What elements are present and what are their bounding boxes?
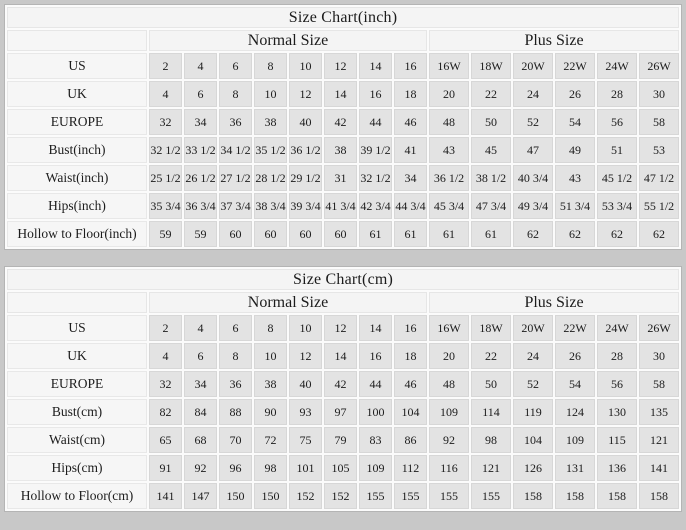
group-header-plus-size: Plus Size	[429, 30, 679, 51]
table-title: Size Chart(cm)	[7, 269, 679, 290]
size-value-cell: 10	[254, 343, 287, 369]
size-value-cell: 16	[394, 315, 427, 341]
size-value-cell: 20W	[513, 53, 553, 79]
size-value-cell: 36	[219, 371, 252, 397]
size-value-cell: 6	[219, 53, 252, 79]
size-value-cell: 32 1/2	[359, 165, 392, 191]
size-value-cell: 152	[289, 483, 322, 509]
table-row	[7, 109, 679, 135]
size-value-cell: 41	[394, 137, 427, 163]
size-value-cell: 40	[289, 371, 322, 397]
size-value-cell: 38	[254, 371, 287, 397]
group-header-plus-size: Plus Size	[429, 292, 679, 313]
size-value-cell: 58	[639, 109, 679, 135]
size-value-cell: 39 3/4	[289, 193, 322, 219]
row-label-cell: Waist(cm)	[7, 427, 147, 453]
size-value-cell: 10	[289, 53, 322, 79]
size-value-cell: 12	[289, 343, 322, 369]
size-value-cell: 6	[184, 343, 217, 369]
table-row	[7, 399, 679, 425]
table-row	[7, 371, 679, 397]
size-value-cell: 147	[184, 483, 217, 509]
size-value-cell: 35 1/2	[254, 137, 287, 163]
corner-cell	[7, 30, 147, 51]
size-value-cell: 26W	[639, 315, 679, 341]
size-value-cell: 34	[394, 165, 427, 191]
size-chart-cm	[4, 266, 682, 512]
row-label-cell: UK	[7, 81, 147, 107]
size-value-cell: 38	[254, 109, 287, 135]
size-value-cell: 40	[289, 109, 322, 135]
size-value-cell: 44 3/4	[394, 193, 427, 219]
size-table-body	[7, 315, 679, 509]
size-value-cell: 115	[597, 427, 637, 453]
size-value-cell: 114	[471, 399, 511, 425]
size-value-cell: 4	[149, 343, 182, 369]
size-value-cell: 42	[324, 109, 357, 135]
size-value-cell: 98	[471, 427, 511, 453]
size-value-cell: 32	[149, 109, 182, 135]
size-value-cell: 150	[219, 483, 252, 509]
size-value-cell: 12	[324, 315, 357, 341]
size-value-cell: 35 3/4	[149, 193, 182, 219]
size-value-cell: 30	[639, 343, 679, 369]
size-value-cell: 136	[597, 455, 637, 481]
size-value-cell: 31	[324, 165, 357, 191]
size-value-cell: 121	[471, 455, 511, 481]
size-value-cell: 62	[639, 221, 679, 247]
size-value-cell: 53	[639, 137, 679, 163]
size-value-cell: 14	[324, 343, 357, 369]
size-value-cell: 90	[254, 399, 287, 425]
group-header-row	[7, 292, 679, 313]
group-header-row	[7, 30, 679, 51]
size-value-cell: 2	[149, 53, 182, 79]
row-label-cell: EUROPE	[7, 371, 147, 397]
title-row	[7, 269, 679, 290]
size-value-cell: 24	[513, 343, 553, 369]
size-value-cell: 6	[184, 81, 217, 107]
size-value-cell: 60	[289, 221, 322, 247]
size-value-cell: 45	[471, 137, 511, 163]
size-value-cell: 47 3/4	[471, 193, 511, 219]
size-value-cell: 44	[359, 371, 392, 397]
row-label-cell: US	[7, 315, 147, 341]
size-value-cell: 59	[149, 221, 182, 247]
size-value-cell: 47 1/2	[639, 165, 679, 191]
size-value-cell: 42	[324, 371, 357, 397]
size-value-cell: 4	[184, 315, 217, 341]
size-value-cell: 8	[254, 315, 287, 341]
size-value-cell: 54	[555, 371, 595, 397]
size-value-cell: 109	[359, 455, 392, 481]
size-value-cell: 24W	[597, 315, 637, 341]
size-value-cell: 26	[555, 343, 595, 369]
size-value-cell: 34 1/2	[219, 137, 252, 163]
size-value-cell: 32 1/2	[149, 137, 182, 163]
size-value-cell: 38	[324, 137, 357, 163]
size-value-cell: 50	[471, 371, 511, 397]
size-value-cell: 84	[184, 399, 217, 425]
size-value-cell: 62	[597, 221, 637, 247]
size-value-cell: 45 1/2	[597, 165, 637, 191]
size-value-cell: 112	[394, 455, 427, 481]
size-value-cell: 50	[471, 109, 511, 135]
size-value-cell: 104	[513, 427, 553, 453]
size-value-cell: 70	[219, 427, 252, 453]
size-value-cell: 82	[149, 399, 182, 425]
size-value-cell: 61	[471, 221, 511, 247]
size-value-cell: 28 1/2	[254, 165, 287, 191]
size-value-cell: 25 1/2	[149, 165, 182, 191]
size-value-cell: 97	[324, 399, 357, 425]
size-chart-inch	[4, 4, 682, 250]
size-value-cell: 56	[597, 371, 637, 397]
row-label-cell: Hips(cm)	[7, 455, 147, 481]
size-value-cell: 88	[219, 399, 252, 425]
table-row	[7, 455, 679, 481]
size-value-cell: 29 1/2	[289, 165, 322, 191]
size-value-cell: 60	[324, 221, 357, 247]
size-value-cell: 16W	[429, 53, 469, 79]
size-value-cell: 98	[254, 455, 287, 481]
row-label-cell: Bust(inch)	[7, 137, 147, 163]
size-value-cell: 22W	[555, 53, 595, 79]
size-value-cell: 36 1/2	[289, 137, 322, 163]
size-value-cell: 47	[513, 137, 553, 163]
title-row	[7, 7, 679, 28]
size-value-cell: 104	[394, 399, 427, 425]
row-label-cell: Hollow to Floor(inch)	[7, 221, 147, 247]
size-value-cell: 22	[471, 343, 511, 369]
size-value-cell: 124	[555, 399, 595, 425]
size-value-cell: 20W	[513, 315, 553, 341]
row-label-cell: EUROPE	[7, 109, 147, 135]
size-value-cell: 121	[639, 427, 679, 453]
row-label-cell: Hips(inch)	[7, 193, 147, 219]
size-value-cell: 18	[394, 81, 427, 107]
size-value-cell: 53 3/4	[597, 193, 637, 219]
size-value-cell: 36 1/2	[429, 165, 469, 191]
size-value-cell: 10	[289, 315, 322, 341]
corner-cell	[7, 292, 147, 313]
table-row	[7, 165, 679, 191]
size-value-cell: 141	[639, 455, 679, 481]
size-value-cell: 101	[289, 455, 322, 481]
table-row	[7, 53, 679, 79]
table-row	[7, 315, 679, 341]
size-value-cell: 18	[394, 343, 427, 369]
size-value-cell: 38 1/2	[471, 165, 511, 191]
table-row	[7, 427, 679, 453]
size-value-cell: 155	[429, 483, 469, 509]
size-value-cell: 62	[555, 221, 595, 247]
table-row	[7, 137, 679, 163]
size-value-cell: 93	[289, 399, 322, 425]
size-value-cell: 61	[359, 221, 392, 247]
row-label-cell: UK	[7, 343, 147, 369]
size-value-cell: 130	[597, 399, 637, 425]
size-value-cell: 46	[394, 109, 427, 135]
size-value-cell: 96	[219, 455, 252, 481]
size-value-cell: 12	[324, 53, 357, 79]
size-value-cell: 41 3/4	[324, 193, 357, 219]
size-value-cell: 75	[289, 427, 322, 453]
size-value-cell: 36 3/4	[184, 193, 217, 219]
size-value-cell: 135	[639, 399, 679, 425]
size-value-cell: 18W	[471, 53, 511, 79]
size-value-cell: 48	[429, 371, 469, 397]
size-value-cell: 60	[254, 221, 287, 247]
size-value-cell: 79	[324, 427, 357, 453]
size-value-cell: 155	[394, 483, 427, 509]
size-value-cell: 37 3/4	[219, 193, 252, 219]
row-label-cell: Waist(inch)	[7, 165, 147, 191]
size-value-cell: 51	[597, 137, 637, 163]
size-value-cell: 131	[555, 455, 595, 481]
size-value-cell: 26 1/2	[184, 165, 217, 191]
size-value-cell: 86	[394, 427, 427, 453]
size-value-cell: 58	[639, 371, 679, 397]
size-value-cell: 16W	[429, 315, 469, 341]
size-value-cell: 44	[359, 109, 392, 135]
size-value-cell: 24W	[597, 53, 637, 79]
size-table-body	[7, 53, 679, 247]
size-value-cell: 52	[513, 371, 553, 397]
size-value-cell: 42 3/4	[359, 193, 392, 219]
size-value-cell: 91	[149, 455, 182, 481]
size-value-cell: 51 3/4	[555, 193, 595, 219]
size-value-cell: 16	[359, 343, 392, 369]
size-value-cell: 20	[429, 81, 469, 107]
table-row	[7, 343, 679, 369]
size-value-cell: 109	[555, 427, 595, 453]
size-value-cell: 155	[359, 483, 392, 509]
size-value-cell: 14	[359, 53, 392, 79]
size-value-cell: 49	[555, 137, 595, 163]
size-value-cell: 158	[597, 483, 637, 509]
size-value-cell: 33 1/2	[184, 137, 217, 163]
size-value-cell: 92	[429, 427, 469, 453]
size-value-cell: 2	[149, 315, 182, 341]
size-value-cell: 65	[149, 427, 182, 453]
table-row	[7, 193, 679, 219]
size-value-cell: 40 3/4	[513, 165, 553, 191]
size-value-cell: 155	[471, 483, 511, 509]
size-value-cell: 24	[513, 81, 553, 107]
size-value-cell: 34	[184, 109, 217, 135]
size-value-cell: 14	[359, 315, 392, 341]
size-value-cell: 6	[219, 315, 252, 341]
size-value-cell: 83	[359, 427, 392, 453]
size-value-cell: 105	[324, 455, 357, 481]
size-value-cell: 8	[254, 53, 287, 79]
size-value-cell: 116	[429, 455, 469, 481]
size-value-cell: 92	[184, 455, 217, 481]
size-value-cell: 55 1/2	[639, 193, 679, 219]
table-row	[7, 221, 679, 247]
size-value-cell: 16	[394, 53, 427, 79]
size-value-cell: 30	[639, 81, 679, 107]
size-value-cell: 12	[289, 81, 322, 107]
size-value-cell: 43	[429, 137, 469, 163]
size-value-cell: 16	[359, 81, 392, 107]
size-value-cell: 61	[394, 221, 427, 247]
size-value-cell: 28	[597, 343, 637, 369]
size-value-cell: 150	[254, 483, 287, 509]
size-value-cell: 14	[324, 81, 357, 107]
table-row	[7, 81, 679, 107]
row-label-cell: Bust(cm)	[7, 399, 147, 425]
table-row	[7, 483, 679, 509]
size-value-cell: 62	[513, 221, 553, 247]
size-value-cell: 56	[597, 109, 637, 135]
size-value-cell: 28	[597, 81, 637, 107]
size-value-cell: 8	[219, 343, 252, 369]
size-value-cell: 54	[555, 109, 595, 135]
size-value-cell: 68	[184, 427, 217, 453]
size-value-cell: 45 3/4	[429, 193, 469, 219]
group-header-normal-size: Normal Size	[149, 30, 427, 51]
size-value-cell: 152	[324, 483, 357, 509]
size-table-inch	[4, 4, 682, 250]
size-value-cell: 109	[429, 399, 469, 425]
size-value-cell: 59	[184, 221, 217, 247]
size-value-cell: 119	[513, 399, 553, 425]
size-value-cell: 4	[184, 53, 217, 79]
group-header-normal-size: Normal Size	[149, 292, 427, 313]
size-value-cell: 36	[219, 109, 252, 135]
size-value-cell: 26	[555, 81, 595, 107]
size-value-cell: 32	[149, 371, 182, 397]
size-value-cell: 26W	[639, 53, 679, 79]
size-value-cell: 22	[471, 81, 511, 107]
size-value-cell: 8	[219, 81, 252, 107]
size-value-cell: 46	[394, 371, 427, 397]
size-value-cell: 43	[555, 165, 595, 191]
size-value-cell: 158	[513, 483, 553, 509]
size-value-cell: 10	[254, 81, 287, 107]
size-value-cell: 60	[219, 221, 252, 247]
size-value-cell: 126	[513, 455, 553, 481]
size-value-cell: 61	[429, 221, 469, 247]
table-title: Size Chart(inch)	[7, 7, 679, 28]
size-value-cell: 72	[254, 427, 287, 453]
size-table-cm	[4, 266, 682, 512]
size-value-cell: 49 3/4	[513, 193, 553, 219]
size-value-cell: 48	[429, 109, 469, 135]
size-value-cell: 4	[149, 81, 182, 107]
row-label-cell: US	[7, 53, 147, 79]
size-value-cell: 34	[184, 371, 217, 397]
size-value-cell: 38 3/4	[254, 193, 287, 219]
size-value-cell: 27 1/2	[219, 165, 252, 191]
size-value-cell: 18W	[471, 315, 511, 341]
size-value-cell: 141	[149, 483, 182, 509]
size-value-cell: 20	[429, 343, 469, 369]
row-label-cell: Hollow to Floor(cm)	[7, 483, 147, 509]
size-value-cell: 22W	[555, 315, 595, 341]
size-value-cell: 39 1/2	[359, 137, 392, 163]
size-value-cell: 158	[639, 483, 679, 509]
size-value-cell: 52	[513, 109, 553, 135]
size-value-cell: 158	[555, 483, 595, 509]
size-value-cell: 100	[359, 399, 392, 425]
